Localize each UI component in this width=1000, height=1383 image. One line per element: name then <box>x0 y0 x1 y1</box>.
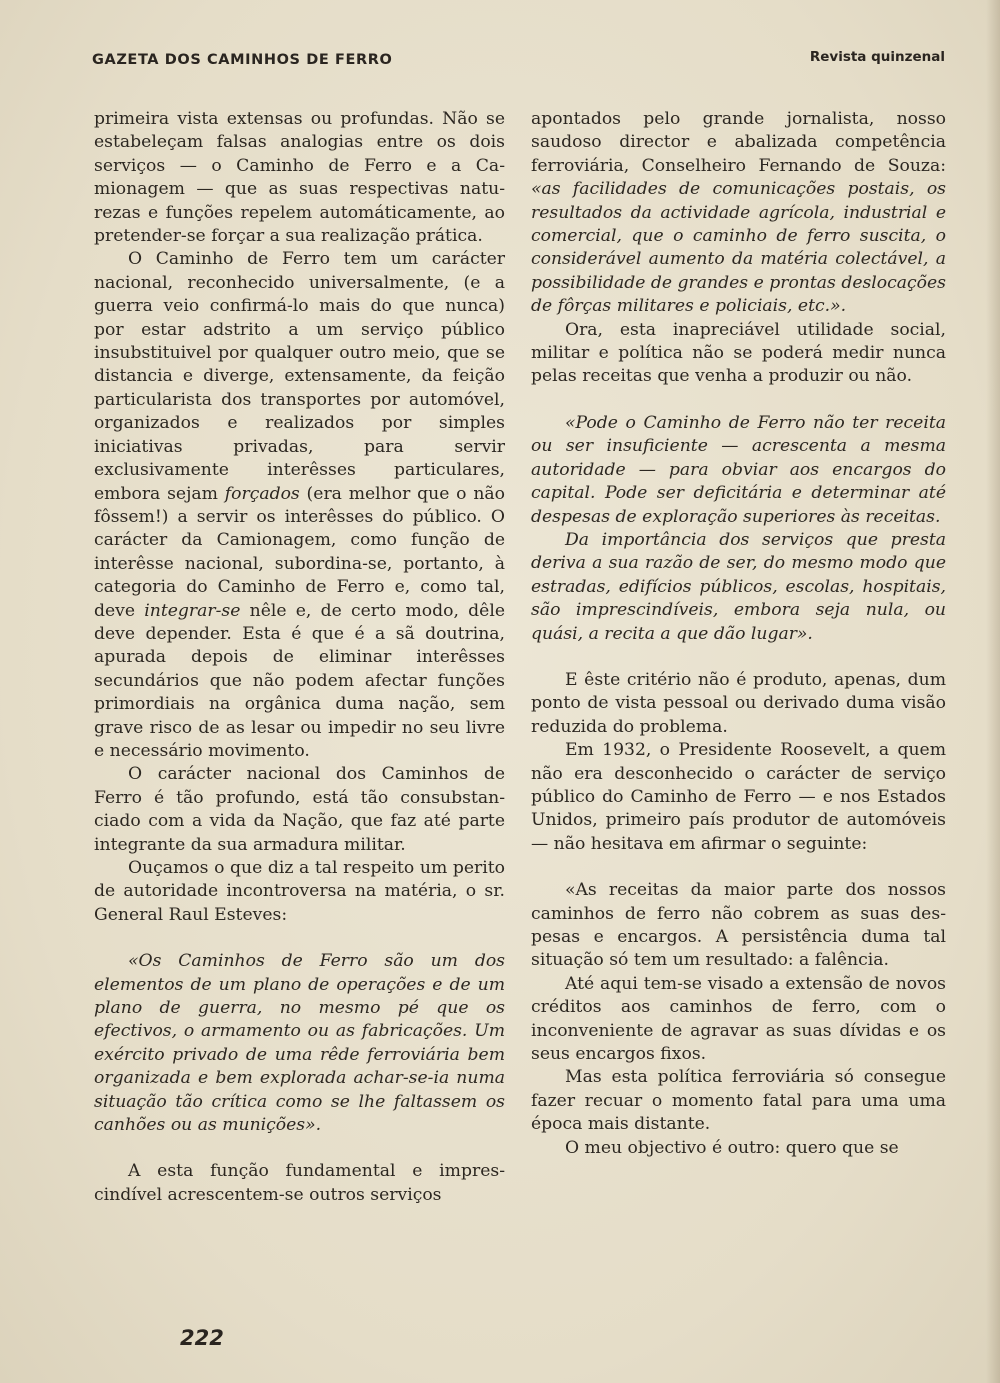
paragraph: Ouçamos o que diz a tal respeito um perito de autoridade incontroversa na matéria, o sr. General Raul Esteves: <box>94 858 505 925</box>
paragraph: Ora, esta inapreciável utilidade social, militar e política não se poderá medir nunca pelas receitas que venha a produzir ou não. <box>531 319 946 387</box>
paragraph <box>94 248 505 763</box>
paragraph: O carácter nacional dos Caminhos de Ferro é tão profundo, está tão consubstanciado com a vida da Nação, que faz até parte integrante da sua armadura militar. <box>94 764 505 855</box>
text-run: O Caminho de Ferro tem um carácter nacional, reconhecido universalmente, (e a guerra veio confirmá-lo mais do que nunca) por estar adstrito a um serviço público insubstituivel por qualquer outro meio, que se distancia e diverge, extensamente, da feição particularista dos transportes por automóvel, organizados e realizados por simples iniciativas privadas, para servir exclusivamente interêsses particulares, embora sejam <box>94 249 505 504</box>
quotation: Da importância dos serviços que presta deriva a sua razão de ser, do mesmo modo que estradas, edifícios públicos, escolas, hospitais, são imprescindíveis, embora seja nula, ou quási, a recita a que dão lugar». <box>531 529 946 644</box>
text-run: apontados pelo grande jornalista, nosso saudoso director e abalizada competência ferroviária, Conselheiro Fernando de Souza: <box>531 109 946 176</box>
emphasis: «as facilidades de comunicações postais, os resultados da actividade agrícola, industrial e comercial, que o caminho de ferro suscita, o considerável aumento da matéria colectável, a possibilidade de grandes e prontas deslocações de fôrças militares e policiais, etc.». <box>531 179 946 317</box>
right-column <box>531 108 946 1160</box>
journal-title: GAZETA DOS CAMINHOS DE FERRO <box>92 52 393 68</box>
spacer <box>531 389 946 412</box>
text-run: (era melhor que o não fôssem!) a servir os interêsses do público. O carácter da Camionagem, como função de interêsse nacional, subordina-se, portanto, à categoria do Caminho de Ferro e, como tal, deve <box>94 483 506 621</box>
journal-subtitle: Revista quinzenal <box>809 49 945 65</box>
quotation: Até aqui tem-se visado a extensão de novos créditos aos caminhos de ferro, com o inconveniente de agravar as suas dívidas e os seus encargos fixos. <box>531 973 946 1065</box>
spacer <box>94 1137 505 1160</box>
quotation: «Os Caminhos de Ferro são um dos elementos de um plano de operações e de um plano de guerra, no mesmo pé que os efectivos, o armamento ou as fabricações. Um exército privado de uma rêde ferroviária bem organizada e bem explorada achar-se-ia numa situação tão crítica como se lhe faltassem os canhões ou as munições». <box>94 951 505 1136</box>
quotation: «Pode o Caminho de Ferro não ter receita ou ser insuficiente — acrescenta a mesma autoridade — para obviar aos encargos do capital. Pode ser deficitária e determinar até despesas de exploração superiores às receitas. <box>531 412 946 527</box>
paragraph: E êste critério não é produto, apenas, dum ponto de vista pessoal ou derivado duma visão reduzida do problema. <box>531 669 946 737</box>
quotation: Mas esta política ferroviária só consegue fazer recuar o momento fatal para uma uma época mais distante. <box>531 1067 946 1135</box>
quotation: «As receitas da maior parte dos nossos caminhos de ferro não cobrem as suas despesas e encargos. A persistência duma tal situação só tem um resultado: a falência. <box>531 880 946 971</box>
spacer <box>94 927 505 950</box>
emphasis: integrar-se <box>144 600 241 621</box>
paragraph: primeira vista extensas ou profundas. Não se estabeleçam falsas analogias entre os dois serviços — o Caminho de Ferro e a Camionagem — que as suas respectivas naturezas e funções repelem automáticamente, ao pretender-se forçar a sua realização prática. <box>94 109 505 247</box>
emphasis: forçados <box>224 483 300 504</box>
page-number: 222 <box>180 1326 224 1350</box>
page-edge-shadow <box>986 0 1000 1383</box>
paragraph: A esta função fundamental e imprescindível acrescentem-se outros serviços <box>94 1161 505 1205</box>
spacer <box>531 646 946 669</box>
paragraph <box>531 108 946 319</box>
spacer <box>531 856 946 879</box>
text-run: nêle e, de certo modo, dêle deve depender. Esta é que é a sã doutrina, apurada depois de eliminar interêsses secundários que não podem afectar funções primordiais na orgânica duma nação, sem grave risco de as lesar ou impedir no seu livre e necessário movimento. <box>94 600 505 761</box>
left-column <box>94 108 505 1207</box>
paragraph: Em 1932, o Presidente Roosevelt, a quem não era desconhecido o carácter de serviço público do Caminho de Ferro — e nos Estados Unidos, primeiro país produtor de automóveis — não hesitava em afirmar o seguinte: <box>531 740 946 854</box>
quotation: O meu objectivo é outro: quero que se <box>565 1137 899 1158</box>
